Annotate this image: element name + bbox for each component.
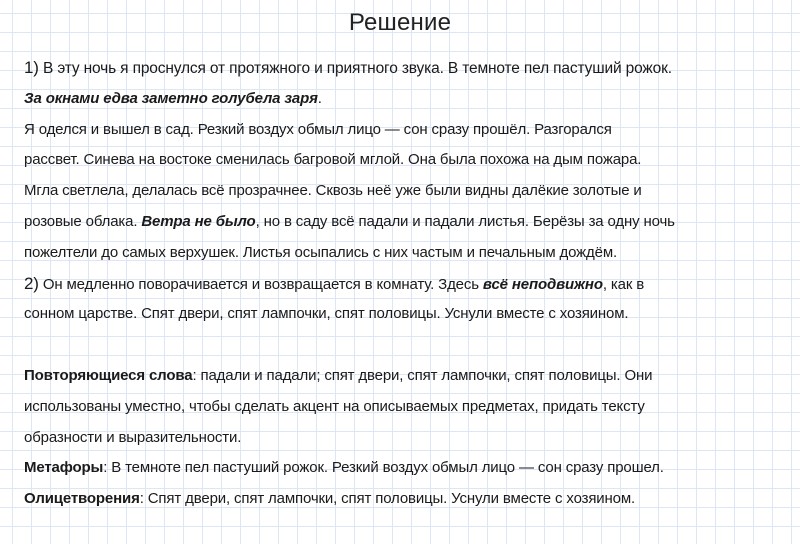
part2-line-2: сонном царстве. Спят двери, спят лампочки, спят половицы. Уснули вместе с хозяином. — [24, 305, 629, 323]
repeated-words-line-2: использованы уместно, чтобы сделать акцент на описываемых предметах, придать тексту — [24, 397, 645, 415]
page-title: Решение — [348, 9, 452, 36]
text: В эту ночь я проснулся от протяжного и приятного звука. В темноте пел пастуший рожок. — [38, 60, 672, 77]
metaphors-line — [24, 453, 794, 484]
part1-line-4: рассвет. Синева на востоке сменилась багровой мглой. Она была похожа на дым пожара. — [24, 151, 642, 169]
emphasized-text: Ветра не было — [141, 212, 256, 230]
part1-line-1 — [24, 53, 794, 84]
repeated-words-label: Повторяющиеся слова — [24, 366, 193, 384]
repeated-words-line-3: образности и выразительности. — [24, 428, 242, 446]
part2-line-1 — [24, 269, 794, 300]
part1-line-6 — [24, 207, 794, 238]
text: : В темноте пел пастуший рожок. Резкий воздух обмыл лицо — сон сразу прошел. — [103, 459, 664, 477]
spacer — [24, 330, 794, 361]
part1-line-5: Мгла светлела, делалась всё прозрачнее. Сквозь неё уже были видны далёкие золотые и — [24, 182, 642, 200]
emphasized-text: всё неподвижно — [482, 275, 603, 293]
part1-number: 1) — [24, 58, 39, 77]
personification-line — [24, 484, 794, 515]
part1-line-7: пожелтели до самых верхушек. Листья осыпались с них частым и печальным дождём. — [24, 243, 618, 261]
repeated-words-line-1 — [24, 361, 794, 392]
metaphors-label: Метафоры — [24, 459, 104, 477]
text: : падали и падали; спят двери, спят лампочки, спят половицы. Они — [192, 366, 653, 384]
personification-label: Олицетворения — [24, 490, 140, 508]
text: : Спят двери, спят лампочки, спят половицы. Уснули вместе с хозяином. — [139, 490, 636, 508]
part2-number: 2) — [24, 273, 39, 293]
text: , но в саду всё падали и падали листья. Берёзы за одну ночь — [255, 212, 675, 230]
text: розовые облака. — [24, 212, 142, 230]
solution-content — [24, 53, 794, 515]
part1-line-3: Я оделся и вышел в сад. Резкий воздух обмыл лицо — сон сразу прошёл. Разгорался — [24, 120, 612, 138]
text: Он медленно поворачивается и возвращается в комнату. Здесь — [38, 275, 483, 293]
text: , как в — [602, 275, 645, 293]
part1-line-2 — [24, 84, 794, 115]
emphasized-text: За окнами едва заметно голубела заря — [24, 89, 318, 107]
text: . — [317, 89, 322, 107]
